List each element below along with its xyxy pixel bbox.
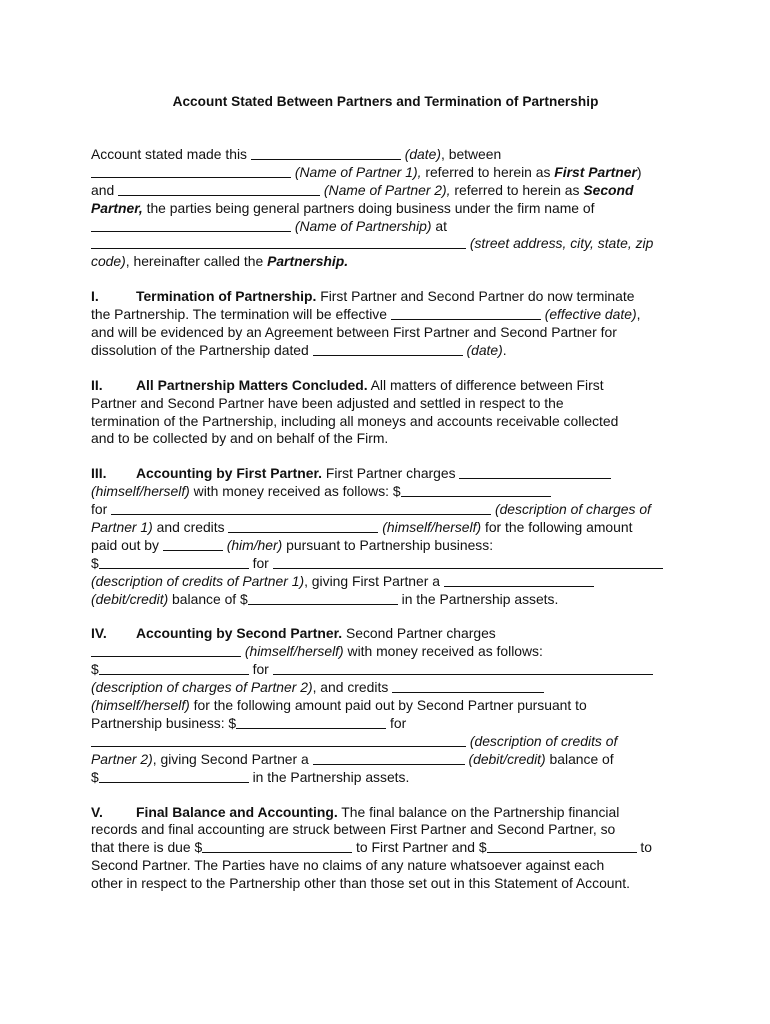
section-text: to bbox=[636, 839, 652, 856]
effective-date-hint: (effective date) bbox=[544, 306, 637, 323]
section-number: II. bbox=[91, 376, 103, 393]
paid-out-by-blank[interactable] bbox=[163, 537, 223, 551]
section-heading: Final Balance and Accounting. bbox=[136, 803, 338, 820]
section-accounting-second-partner bbox=[91, 625, 680, 786]
section-text: Second Partner charges bbox=[342, 625, 496, 642]
intro-text: referred to herein as bbox=[421, 163, 555, 180]
credits-blank[interactable] bbox=[392, 679, 544, 693]
intro-text: referred to herein as bbox=[450, 181, 584, 198]
section-termination bbox=[91, 288, 680, 360]
debit-credit-hint: (debit/credit) bbox=[91, 590, 169, 607]
debit-credit-hint: (debit/credit) bbox=[468, 750, 546, 767]
credits-description-hint: (description of credits of bbox=[469, 732, 618, 749]
money-received-blank[interactable] bbox=[401, 483, 551, 497]
intro-text: , hereinafter called the bbox=[125, 253, 268, 270]
pronoun-hint: (himself/herself) bbox=[91, 697, 190, 714]
section-text: that there is due $ bbox=[91, 839, 203, 856]
section-text: for bbox=[252, 554, 273, 571]
section-text: with money received as follows: $ bbox=[189, 483, 401, 500]
charges-description-blank[interactable] bbox=[111, 501, 491, 515]
dissolution-date-blank[interactable] bbox=[313, 342, 463, 356]
partnership-term: Partnership. bbox=[267, 253, 349, 270]
section-heading: Accounting by First Partner. bbox=[136, 465, 323, 482]
balance-type-blank[interactable] bbox=[444, 573, 594, 587]
section-text: Partner and Second Partner have been adjusted and settled in respect to the bbox=[91, 394, 564, 411]
section-text: for the following amount bbox=[481, 519, 633, 536]
document-title: Account Stated Between Partners and Termination of Partnership bbox=[172, 94, 599, 109]
section-matters-concluded bbox=[91, 377, 680, 449]
section-text: records and final accounting are struck between First Partner and Second Partner, so bbox=[91, 821, 616, 838]
credits-description-hint: (description of credits of Partner 1) bbox=[91, 572, 305, 589]
section-text: $ bbox=[91, 768, 99, 785]
intro-text: Account stated made this bbox=[91, 146, 251, 162]
charges-description-hint: (description of charges of Partner 2) bbox=[91, 679, 313, 696]
intro-text: the parties being general partners doing business under the firm name of bbox=[142, 199, 595, 216]
section-text: for the following amount paid out by Second Partner pursuant to bbox=[189, 697, 587, 714]
section-text: dissolution of the Partnership dated bbox=[91, 341, 313, 358]
balance-type-blank[interactable] bbox=[313, 751, 465, 765]
section-heading: Accounting by Second Partner. bbox=[136, 625, 343, 642]
section-text: and to be collected by and on behalf of the Firm. bbox=[91, 430, 389, 447]
due-first-partner-blank[interactable] bbox=[202, 839, 352, 853]
intro-text: , between bbox=[441, 146, 502, 162]
intro-text: and bbox=[91, 181, 119, 198]
partner-2-name-hint: (Name of Partner 2), bbox=[323, 181, 451, 198]
section-text: , giving Second Partner a bbox=[152, 750, 313, 767]
partner-1-name-hint: (Name of Partner 1), bbox=[294, 163, 422, 180]
section-text: paid out by bbox=[91, 536, 163, 553]
date-blank[interactable] bbox=[251, 146, 401, 160]
pronoun-hint: (himself/herself) bbox=[244, 643, 344, 660]
dissolution-date-hint: (date) bbox=[466, 341, 503, 358]
section-text: , bbox=[636, 306, 641, 323]
pronoun-hint: (him/her) bbox=[226, 536, 283, 553]
section-text: First Partner charges bbox=[322, 465, 460, 482]
due-second-partner-blank[interactable] bbox=[487, 839, 637, 853]
section-text: for bbox=[386, 714, 407, 731]
section-text: in the Partnership assets. bbox=[397, 590, 559, 607]
second-partner-term: Second bbox=[583, 181, 634, 198]
balance-amount-blank[interactable] bbox=[99, 769, 249, 783]
pronoun-hint: (himself/herself) bbox=[382, 519, 482, 536]
section-text: , giving First Partner a bbox=[304, 572, 444, 589]
balance-amount-blank[interactable] bbox=[248, 591, 398, 605]
partnership-name-blank[interactable] bbox=[91, 218, 291, 232]
partner-2-name-blank[interactable] bbox=[118, 182, 320, 196]
date-hint: (date) bbox=[404, 146, 441, 162]
address-hint: code) bbox=[91, 253, 126, 270]
address-hint: (street address, city, state, zip bbox=[469, 235, 654, 252]
section-text: in the Partnership assets. bbox=[248, 768, 410, 785]
address-blank[interactable] bbox=[91, 235, 466, 249]
section-text: pursuant to Partnership business: bbox=[282, 536, 494, 553]
pronoun-hint: (himself/herself) bbox=[91, 483, 190, 500]
charges-description-blank[interactable] bbox=[273, 661, 653, 675]
section-final-balance bbox=[91, 804, 680, 893]
section-accounting-first-partner bbox=[91, 465, 680, 608]
section-number: III. bbox=[91, 465, 107, 482]
charges-description-hint: (description of charges of bbox=[494, 501, 651, 518]
partnership-name-hint: (Name of Partnership) bbox=[294, 217, 432, 234]
second-partner-term: Partner, bbox=[91, 199, 143, 216]
money-received-blank[interactable] bbox=[99, 661, 249, 675]
section-text: $ bbox=[91, 661, 99, 678]
intro-text: ) bbox=[636, 163, 642, 180]
section-text: , and credits bbox=[312, 679, 393, 696]
section-text: other in respect to the Partnership other than those set out in this Statement of Account. bbox=[91, 875, 630, 892]
section-number: V. bbox=[91, 803, 103, 820]
section-text: First Partner and Second Partner do now terminate bbox=[316, 288, 635, 305]
charges-description-hint: Partner 1) bbox=[91, 519, 153, 536]
section-text: for bbox=[91, 501, 112, 518]
section-heading: All Partnership Matters Concluded. bbox=[136, 376, 368, 393]
first-partner-term: First Partner bbox=[554, 163, 637, 180]
credits-blank[interactable] bbox=[228, 519, 378, 533]
amount-paid-blank[interactable] bbox=[236, 715, 386, 729]
section-text: to First Partner and $ bbox=[352, 839, 487, 856]
section-text: The final balance on the Partnership financial bbox=[337, 803, 620, 820]
section-text: Second Partner. The Parties have no claims of any nature whatsoever against each bbox=[91, 857, 605, 874]
section-text: with money received as follows: bbox=[343, 643, 543, 660]
intro-paragraph bbox=[91, 146, 680, 271]
section-text: balance of bbox=[545, 750, 614, 767]
intro-text: at bbox=[431, 217, 447, 234]
section-text: and credits bbox=[152, 519, 229, 536]
section-text: Partnership business: $ bbox=[91, 714, 237, 731]
partner-1-name-blank[interactable] bbox=[91, 164, 291, 178]
section-text: balance of $ bbox=[168, 590, 248, 607]
section-text: All matters of difference between First bbox=[367, 376, 604, 393]
section-heading: Termination of Partnership. bbox=[136, 288, 317, 305]
first-partner-charges-blank[interactable] bbox=[459, 465, 611, 479]
section-text: . bbox=[502, 341, 507, 358]
credits-description-blank[interactable] bbox=[91, 733, 466, 747]
section-number: I. bbox=[91, 288, 99, 305]
section-text: $ bbox=[91, 554, 99, 571]
amount-paid-blank[interactable] bbox=[99, 555, 249, 569]
credits-description-blank[interactable] bbox=[273, 555, 663, 569]
second-partner-charges-blank[interactable] bbox=[91, 643, 241, 657]
section-number: IV. bbox=[91, 625, 107, 642]
credits-description-hint: Partner 2) bbox=[91, 750, 153, 767]
section-text: termination of the Partnership, including all moneys and accounts receivable collected bbox=[91, 412, 619, 429]
effective-date-blank[interactable] bbox=[391, 306, 541, 320]
section-text: and will be evidenced by an Agreement between First Partner and Second Partner for bbox=[91, 324, 617, 341]
section-text: for bbox=[252, 661, 273, 678]
section-text: the Partnership. The termination will be effective bbox=[91, 306, 391, 323]
